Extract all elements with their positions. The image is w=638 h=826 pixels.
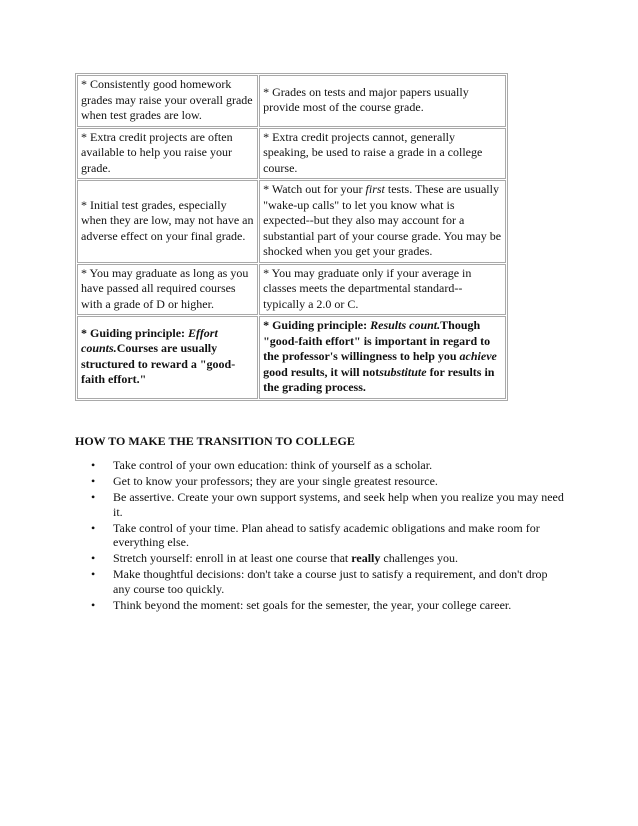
- text-run: * Watch out for your: [263, 182, 366, 196]
- college-cell: [259, 264, 506, 316]
- comparison-table-body: [77, 75, 506, 399]
- text-run: * Extra credit projects are often available to help you raise your grade.: [81, 129, 233, 175]
- emphasis-text: good results, it will not: [263, 364, 380, 379]
- table-row: [77, 128, 506, 180]
- text-run: * Consistently good homework grades may raise your overall grade when test grades are low.: [81, 77, 253, 122]
- list-item: [75, 490, 565, 519]
- college-cell: [259, 316, 506, 399]
- list-item: [75, 474, 565, 489]
- table-row: [77, 75, 506, 127]
- high-school-cell: [77, 264, 258, 316]
- text-run: * You may graduate as long as you have passed all required courses with a grade of D or higher.: [81, 265, 249, 311]
- emphasis-text: * Guiding principle:: [81, 325, 189, 340]
- bullet-icon: •: [91, 458, 96, 472]
- list-item: [75, 567, 565, 596]
- college-cell: [259, 128, 506, 180]
- text-run: challenges you.: [380, 551, 459, 565]
- high-school-cell: [77, 75, 258, 127]
- emphasis-text: Courses are usually structured to reward a "good-faith effort.": [81, 341, 236, 387]
- text-run: tests. These are usually "wake-up calls" to let you know what is expected--but they also may account for a substantial part of your course grade. You may be shocked when you get your grades.: [263, 182, 502, 258]
- bullet-icon: •: [91, 520, 96, 535]
- bullet-icon: •: [91, 551, 96, 565]
- emphasis-text: Results count.: [370, 318, 441, 332]
- text-run: Take control of your time. Plan ahead to satisfy academic obligations and make room for everything else.: [113, 520, 540, 549]
- transition-tips-list: [75, 458, 565, 614]
- text-run: Think beyond the moment: set goals for the semester, the year, your college career.: [113, 597, 512, 612]
- table-row: [77, 264, 506, 316]
- emphasis-text: * Guiding principle:: [263, 318, 371, 332]
- bullet-icon: •: [91, 597, 96, 612]
- emphasis-text: substitute: [379, 364, 427, 379]
- high-school-cell: [77, 180, 258, 263]
- comparison-table: [75, 73, 508, 401]
- table-row: [77, 180, 506, 263]
- emphasis-text: Effort counts.: [81, 325, 218, 356]
- text-run: * Initial test grades, especially when they are low, may not have an adverse effect on your final grade.: [81, 197, 254, 243]
- section-heading: HOW TO MAKE THE TRANSITION TO COLLEGE: [75, 434, 355, 448]
- text-run: Stretch yourself: enroll in at least one course that: [113, 551, 352, 565]
- list-item: [75, 598, 565, 613]
- text-run: Be assertive. Create your own support systems, and seek help when you realize you may need it.: [113, 490, 564, 519]
- text-run: Take control of your own education: think of yourself as a scholar.: [113, 458, 433, 472]
- emphasis-text: first: [365, 182, 385, 196]
- text-run: * Grades on tests and major papers usually provide most of the course grade.: [263, 84, 469, 115]
- emphasis-text: Though "good-faith effort" is important in regard to the professor's willingness to help you: [263, 318, 491, 363]
- list-item: [75, 521, 565, 550]
- bullet-icon: •: [91, 474, 96, 488]
- college-cell: [259, 75, 506, 127]
- table-row: [77, 316, 506, 399]
- text-run: * You may graduate only if your average in classes meets the departmental standard--typically a 2.0 or C.: [263, 265, 472, 311]
- list-item: [75, 551, 565, 566]
- emphasis-text: achieve: [459, 349, 497, 363]
- high-school-cell: [77, 128, 258, 180]
- text-run: Make thoughtful decisions: don't take a course just to satisfy a requirement, and don't drop any course too quickly.: [113, 567, 548, 596]
- text-run: Get to know your professors; they are your single greatest resource.: [113, 474, 438, 488]
- bullet-icon: •: [91, 490, 96, 504]
- emphasis-text: really: [351, 551, 381, 565]
- college-cell: [259, 180, 506, 263]
- bullet-icon: •: [91, 567, 96, 581]
- text-run: * Extra credit projects cannot, generally speaking, be used to raise a grade in a college course.: [263, 129, 483, 175]
- list-item: [75, 458, 565, 473]
- high-school-cell: [77, 316, 258, 399]
- emphasis-text: for results in the grading process.: [263, 364, 495, 394]
